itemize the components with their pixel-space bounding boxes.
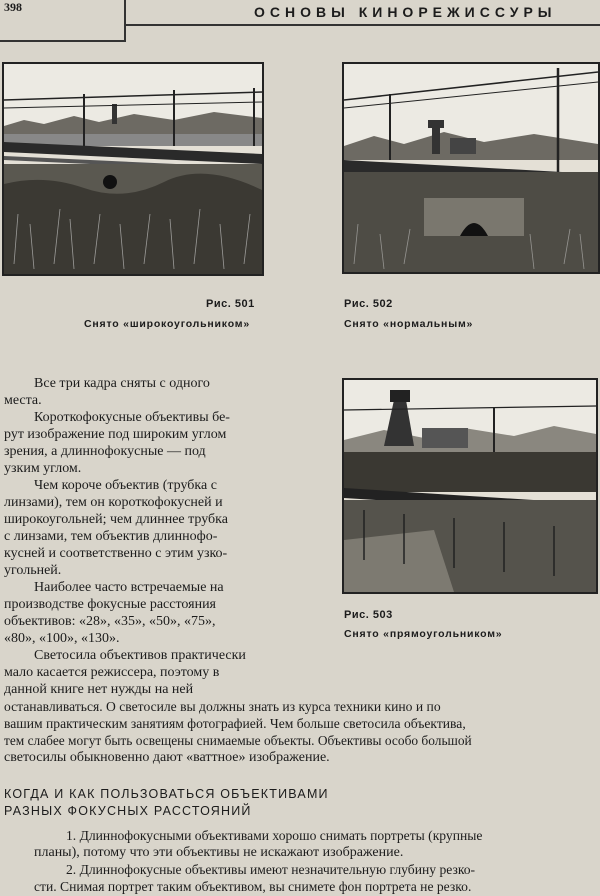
running-title: ОСНОВЫ КИНОРЕЖИССУРЫ [254, 4, 557, 20]
figure-503-caption: Снято «прямоугольником» [344, 628, 503, 640]
body-column-line: линзами), тем он короткофокусней и [4, 495, 223, 510]
figure-501-image [2, 62, 264, 276]
body-column-line: зрения, а длиннофокусные — под [4, 444, 206, 459]
section-heading-line2: РАЗНЫХ ФОКУСНЫХ РАССТОЯНИЙ [4, 804, 252, 818]
body-column-line: производстве фокусные расстояния [4, 597, 216, 612]
figure-501-label: Рис. 501 [206, 298, 255, 310]
body-column-line: данной книге нет нужды на ней [4, 682, 194, 697]
figure-502-caption: Снято «нормальным» [344, 318, 474, 330]
body-column-line: рут изображение под широким углом [4, 427, 227, 442]
page-number: 398 [4, 0, 22, 14]
body-column-line: широкоугольней; чем длиннее трубка [4, 512, 228, 527]
section-line: 2. Длиннофокусные объективы имеют незначительную глубину резко- [66, 862, 476, 877]
body-full-line: вашим практическим занятиям фотографией. Чем больше светосила объектива, [4, 716, 466, 731]
body-column-line: объективов: «28», «35», «50», «75», [4, 614, 216, 629]
body-column-line: Короткофокусные объективы бе- [34, 410, 230, 425]
body-full-line: светосилы обыкновенно дают «ваттное» изображение. [4, 750, 330, 765]
section-line: сти. Снимая портрет таким объективом, вы снимете фон портрета не резко. [34, 879, 472, 894]
body-column-line: «80», «100», «130». [4, 631, 120, 646]
section-line: планы), потому что эти объективы не искажают изображение. [34, 845, 404, 860]
body-column-line: с линзами, тем объектив длиннофо- [4, 529, 218, 544]
header-rule [124, 24, 600, 26]
figure-501-caption: Снято «широкоугольником» [84, 318, 250, 330]
body-column-line: Светосила объективов практически [34, 648, 246, 663]
figure-503-drawing [344, 380, 596, 592]
body-full-line: останавливаться. О светосиле вы должны знать из курса техники кино и по [4, 699, 441, 714]
figure-501-drawing [4, 64, 262, 274]
body-column-line: Наиболее часто встречаемые на [34, 580, 224, 595]
figure-502-drawing [344, 64, 598, 272]
body-column-line: кусней и соответственно с этим узко- [4, 546, 228, 561]
body-column-line: Все три кадра сняты с одного [34, 376, 210, 391]
figure-502-label: Рис. 502 [344, 298, 393, 310]
body-column-line: Чем короче объектив (трубка с [34, 478, 217, 493]
section-line: 1. Длиннофокусными объективами хорошо снимать портреты (крупные [66, 828, 483, 843]
body-column-line: угольней. [4, 563, 62, 578]
body-column-line: узким углом. [4, 461, 82, 476]
figure-502-image [342, 62, 600, 274]
body-full-line: тем слабее могут быть освещены снимаемые объекты. Объективы особо большой [4, 733, 472, 748]
figure-503-image [342, 378, 598, 594]
body-column-line: мало касается режиссера, поэтому в [4, 665, 220, 680]
body-column-line: места. [4, 393, 42, 408]
section-heading-line1: КОГДА И КАК ПОЛЬЗОВАТЬСЯ ОБЪЕКТИВАМИ [4, 787, 329, 801]
figure-503-label: Рис. 503 [344, 609, 393, 621]
